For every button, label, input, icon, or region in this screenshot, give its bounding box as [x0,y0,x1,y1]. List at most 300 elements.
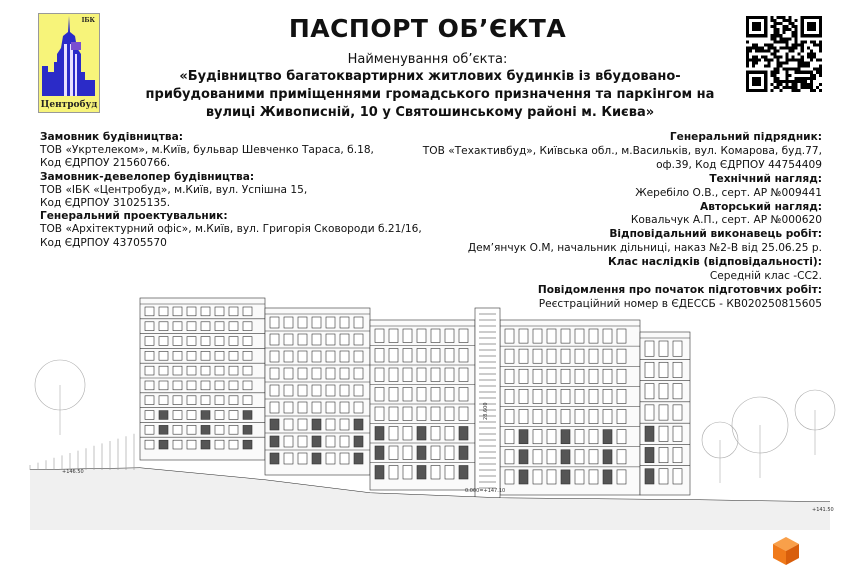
window [159,337,168,346]
window [445,446,454,460]
window [312,419,321,430]
window [159,440,168,449]
window [519,349,528,363]
contractor-label: Генеральний підрядник: [669,131,822,143]
window [340,351,349,362]
elevation-label: +146.50 [62,469,84,475]
window [354,436,363,447]
window [533,410,542,424]
window [431,349,440,363]
window [201,381,210,390]
window [229,307,238,316]
window [519,430,528,444]
window [533,329,542,343]
window [533,349,542,363]
object-name-line: вулиці Живописній, 10 у Святошинському районі м. Києва» [205,105,655,120]
window [159,411,168,420]
window [673,362,682,377]
window [312,317,321,328]
window [243,396,252,405]
window [354,334,363,345]
window [603,349,612,363]
window [270,402,279,413]
tech-supervision-line: Жеребіло О.В., серт. АР №009441 [635,186,822,199]
window [375,446,384,460]
window [375,388,384,402]
building-elevation-drawing [0,290,855,540]
window [403,349,412,363]
window [431,388,440,402]
window [673,341,682,356]
customer-line: Код ЄДРПОУ 21560766. [40,157,171,170]
window [215,396,224,405]
window [561,450,570,464]
window [145,366,154,375]
window [284,419,293,430]
window [173,366,182,375]
window [215,322,224,331]
window [187,366,196,375]
window [145,381,154,390]
window [354,402,363,413]
window [270,436,279,447]
window [547,329,556,343]
window [284,368,293,379]
window [159,322,168,331]
window [603,430,612,444]
window [561,430,570,444]
window [603,369,612,383]
window [298,419,307,430]
customer-line: ТОВ «Укртелеком», м.Київ, бульвар Шевченко Тараса, б.18, [40,144,374,157]
window [589,430,598,444]
window [603,329,612,343]
window [673,426,682,441]
window [173,381,182,390]
window [533,430,542,444]
window [326,317,335,328]
window [417,349,426,363]
window [445,466,454,480]
window [312,453,321,464]
window [505,389,514,403]
window [215,351,224,360]
window [270,385,279,396]
window [229,337,238,346]
notice-label: Повідомлення про початок підготовчих робіт: [537,283,822,296]
window [159,307,168,316]
window [505,430,514,444]
window [173,337,182,346]
qr-code[interactable] [746,16,822,92]
window [617,369,626,383]
window [617,349,626,363]
window [284,453,293,464]
window [673,469,682,484]
window [201,396,210,405]
window [589,470,598,484]
window [243,425,252,434]
window [340,368,349,379]
left-info [40,131,422,250]
window [389,368,398,382]
window [403,329,412,343]
window [354,453,363,464]
window [326,385,335,396]
window [519,470,528,484]
author-supervision-line: Ковальчук А.П., серт. АР №000620 [630,214,822,227]
window [201,351,210,360]
window [533,450,542,464]
window [326,436,335,447]
window [603,450,612,464]
window [284,436,293,447]
window [312,368,321,379]
window [645,384,654,399]
window [270,317,279,328]
window [312,334,321,345]
window [270,334,279,345]
window [519,369,528,383]
developer-line: ТОВ «ІБК «Центробуд», м.Київ, вул. Успішна 15, [40,183,308,196]
window [417,427,426,441]
window [229,351,238,360]
window [187,396,196,405]
window [145,337,154,346]
window [312,436,321,447]
window [589,389,598,403]
window [298,436,307,447]
window [575,430,584,444]
window [547,470,556,484]
right-info [423,131,822,312]
window [215,381,224,390]
window [284,402,293,413]
window [173,351,182,360]
developer-label: Замовник-девелопер будівництва: [40,170,255,183]
window [459,368,468,382]
window [561,410,570,424]
window [298,317,307,328]
window [298,368,307,379]
window [354,351,363,362]
window [187,322,196,331]
height-label: 28.600 [483,402,489,420]
window [547,410,556,424]
window [159,366,168,375]
window [215,366,224,375]
window [403,388,412,402]
window [659,426,668,441]
window [284,317,293,328]
window [298,351,307,362]
window [340,385,349,396]
window [403,368,412,382]
window [159,425,168,434]
window [445,427,454,441]
window [459,446,468,460]
window [201,307,210,316]
window [575,369,584,383]
window [173,411,182,420]
window [505,450,514,464]
window [389,349,398,363]
window [375,368,384,382]
logo-ibk: ІБК [81,17,95,24]
window [145,307,154,316]
window [340,334,349,345]
window [645,341,654,356]
window [229,381,238,390]
window [201,366,210,375]
window [243,322,252,331]
window [187,337,196,346]
window [145,396,154,405]
window [229,425,238,434]
window [243,381,252,390]
window [617,450,626,464]
window [519,329,528,343]
window [575,349,584,363]
window [270,453,279,464]
window [547,369,556,383]
object-name-line: прибудованими приміщеннями громадського призначення та паркінгом на [145,87,715,102]
window [187,351,196,360]
window [417,368,426,382]
window [659,362,668,377]
window [270,419,279,430]
window [215,440,224,449]
window [403,427,412,441]
window [326,402,335,413]
object-name [120,68,740,122]
window [187,307,196,316]
window [431,446,440,460]
window [575,470,584,484]
window [673,447,682,462]
window [215,337,224,346]
window [284,351,293,362]
window [312,351,321,362]
window [431,329,440,343]
window [243,351,252,360]
window [561,349,570,363]
window [445,407,454,421]
window [519,450,528,464]
window [243,307,252,316]
window [215,307,224,316]
window [417,407,426,421]
window [375,427,384,441]
contractor-line: ТОВ «Техактивбуд», Київська обл., м.Васильків, вул. Комарова, буд.77, [422,144,822,157]
window [505,470,514,484]
window [431,427,440,441]
window [270,368,279,379]
window [575,410,584,424]
window [340,402,349,413]
window [575,329,584,343]
window [215,425,224,434]
window [505,329,514,343]
window [187,411,196,420]
window [505,410,514,424]
window [459,407,468,421]
window [187,440,196,449]
window [354,419,363,430]
window [645,447,654,462]
window [326,351,335,362]
window [459,329,468,343]
window [589,450,598,464]
window [645,405,654,420]
window [445,329,454,343]
window [431,466,440,480]
window [519,389,528,403]
page-title: ПАСПОРТ ОБ’ЄКТА [288,14,567,43]
window [389,388,398,402]
window [229,411,238,420]
window [201,411,210,420]
window [354,385,363,396]
window [645,426,654,441]
window [215,411,224,420]
window [326,334,335,345]
window [145,440,154,449]
window [505,369,514,383]
window [561,389,570,403]
window [298,385,307,396]
window [145,425,154,434]
designer-label: Генеральний проектувальник: [40,210,228,223]
window [375,329,384,343]
elevation-label: 0.000=+147.10 [465,488,506,494]
window [589,329,598,343]
window [389,407,398,421]
class-label: Клас наслідків (відповідальності): [608,256,822,269]
notice-line: Реєстраційний номер в ЄДЕССБ - КВ020250815605 [538,297,822,310]
window [417,329,426,343]
window [575,450,584,464]
window [340,436,349,447]
window [229,440,238,449]
window [375,349,384,363]
object-name-line: «Будівництво багатоквартирних житлових будинків із вбудовано- [179,69,681,84]
window [284,334,293,345]
window [159,381,168,390]
window [659,447,668,462]
window [561,470,570,484]
window [445,368,454,382]
window [417,388,426,402]
window [589,410,598,424]
window [659,384,668,399]
window [575,389,584,403]
window [603,470,612,484]
window [547,450,556,464]
window [459,388,468,402]
window [459,466,468,480]
cube-logo-icon [772,536,800,566]
window [229,322,238,331]
window [645,362,654,377]
window [173,396,182,405]
window [243,337,252,346]
window [187,425,196,434]
window [389,446,398,460]
window [312,402,321,413]
window [354,368,363,379]
window [589,349,598,363]
window [417,466,426,480]
window [547,349,556,363]
window [659,469,668,484]
window [284,385,293,396]
window [431,407,440,421]
window [201,322,210,331]
elevation-label: +141.50 [812,507,834,513]
window [603,410,612,424]
window [298,402,307,413]
window [173,307,182,316]
window [547,430,556,444]
window [673,384,682,399]
window [201,337,210,346]
window [389,427,398,441]
window [403,407,412,421]
window [459,427,468,441]
window [340,317,349,328]
window [145,322,154,331]
window [659,405,668,420]
window [375,407,384,421]
window [659,341,668,356]
window [561,329,570,343]
window [445,388,454,402]
window [298,334,307,345]
window [159,351,168,360]
window [243,366,252,375]
window [145,351,154,360]
window [201,440,210,449]
window [187,381,196,390]
window [403,466,412,480]
designer-line: ТОВ «Архітектурний офіс», м.Київ, вул. Григорія Сковороди б.21/16, [40,223,422,236]
window [445,349,454,363]
responsible-label: Відповідальний виконавець робіт: [609,228,822,241]
designer-line: Код ЄДРПОУ 43705570 [40,236,167,249]
window [298,453,307,464]
window [519,410,528,424]
window [673,405,682,420]
window [589,369,598,383]
window [326,368,335,379]
window [617,389,626,403]
window [533,369,542,383]
window [547,389,556,403]
window [340,453,349,464]
window [617,410,626,424]
contractor-line: оф.39, Код ЄДРПОУ 44754409 [656,158,822,171]
window [617,430,626,444]
window [417,446,426,460]
window [561,369,570,383]
window [375,466,384,480]
window [403,446,412,460]
window [201,425,210,434]
window [145,411,154,420]
logo-name: Центробуд [40,100,98,110]
window [173,425,182,434]
